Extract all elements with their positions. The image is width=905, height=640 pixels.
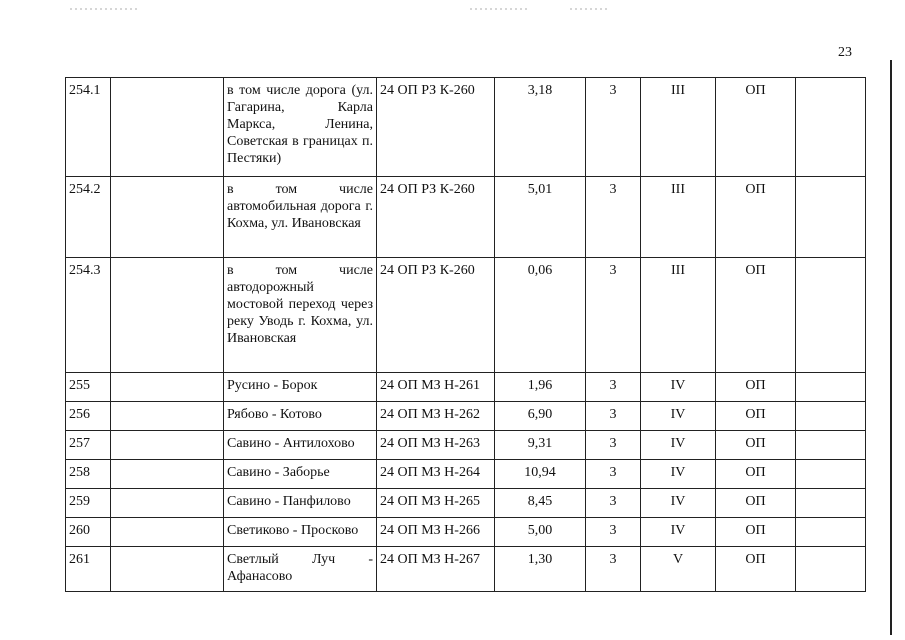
road-code: 24 ОП РЗ К-260 [377, 78, 495, 177]
road-class: IV [641, 373, 716, 402]
road-significance: ОП [716, 460, 796, 489]
road-code: 24 ОП МЗ Н-265 [377, 489, 495, 518]
roads-table [65, 77, 866, 592]
scan-noise-top-right [570, 8, 610, 10]
road-category: 3 [586, 177, 641, 258]
table-row [66, 373, 866, 402]
road-name: Русино - Борок [224, 373, 377, 402]
road-name: в том числе автомобильная дорога г. Кохма, ул. Ивановская [224, 177, 377, 258]
road-length: 10,94 [495, 460, 586, 489]
road-length: 1,96 [495, 373, 586, 402]
road-category: 3 [586, 431, 641, 460]
row-number: 259 [66, 489, 111, 518]
row-number: 257 [66, 431, 111, 460]
road-category: 3 [586, 402, 641, 431]
road-length: 9,31 [495, 431, 586, 460]
row-owner [111, 460, 224, 489]
road-code: 24 ОП МЗ Н-261 [377, 373, 495, 402]
row-owner [111, 177, 224, 258]
road-name: Савино - Панфилово [224, 489, 377, 518]
scan-noise-top-left [70, 8, 140, 10]
road-name: в том числе дорога (ул. Гагарина, Карла Маркса, Ленина, Советская в границах п. Пестяки) [224, 78, 377, 177]
road-class: V [641, 547, 716, 592]
road-code: 24 ОП МЗ Н-263 [377, 431, 495, 460]
row-extra [796, 460, 866, 489]
road-category: 3 [586, 258, 641, 373]
road-code: 24 ОП МЗ Н-267 [377, 547, 495, 592]
road-class: IV [641, 431, 716, 460]
table-row [66, 177, 866, 258]
row-extra [796, 431, 866, 460]
road-length: 1,30 [495, 547, 586, 592]
road-class: III [641, 78, 716, 177]
road-category: 3 [586, 373, 641, 402]
road-code: 24 ОП МЗ Н-266 [377, 518, 495, 547]
road-name: Светиково - Просково [224, 518, 377, 547]
table-body [66, 78, 866, 592]
table-row [66, 402, 866, 431]
table-row [66, 518, 866, 547]
road-name: Светлый Луч - Афанасово [224, 547, 377, 592]
row-number: 254.3 [66, 258, 111, 373]
road-name: Савино - Заборье [224, 460, 377, 489]
road-significance: ОП [716, 547, 796, 592]
road-category: 3 [586, 518, 641, 547]
road-category: 3 [586, 78, 641, 177]
row-owner [111, 547, 224, 592]
table-row [66, 258, 866, 373]
road-category: 3 [586, 489, 641, 518]
road-significance: ОП [716, 402, 796, 431]
road-code: 24 ОП МЗ Н-264 [377, 460, 495, 489]
road-code: 24 ОП РЗ К-260 [377, 258, 495, 373]
road-significance: ОП [716, 258, 796, 373]
road-class: IV [641, 460, 716, 489]
road-code: 24 ОП РЗ К-260 [377, 177, 495, 258]
row-owner [111, 373, 224, 402]
table-row [66, 460, 866, 489]
row-owner [111, 431, 224, 460]
road-category: 3 [586, 547, 641, 592]
road-length: 5,01 [495, 177, 586, 258]
road-class: IV [641, 518, 716, 547]
road-length: 3,18 [495, 78, 586, 177]
row-extra [796, 373, 866, 402]
road-category: 3 [586, 460, 641, 489]
road-code: 24 ОП МЗ Н-262 [377, 402, 495, 431]
row-number: 256 [66, 402, 111, 431]
row-extra [796, 518, 866, 547]
row-owner [111, 402, 224, 431]
road-significance: ОП [716, 489, 796, 518]
road-significance: ОП [716, 373, 796, 402]
road-significance: ОП [716, 78, 796, 177]
road-significance: ОП [716, 518, 796, 547]
table-row [66, 547, 866, 592]
row-extra [796, 258, 866, 373]
row-owner [111, 78, 224, 177]
table-row [66, 431, 866, 460]
row-extra [796, 402, 866, 431]
row-extra [796, 489, 866, 518]
row-owner [111, 489, 224, 518]
row-number: 260 [66, 518, 111, 547]
road-length: 6,90 [495, 402, 586, 431]
road-name: Савино - Антилохово [224, 431, 377, 460]
page-number: 23 [838, 45, 852, 60]
road-length: 0,06 [495, 258, 586, 373]
road-class: IV [641, 402, 716, 431]
road-name: Рябово - Котово [224, 402, 377, 431]
road-length: 8,45 [495, 489, 586, 518]
road-class: III [641, 258, 716, 373]
table-row [66, 78, 866, 177]
row-extra [796, 547, 866, 592]
road-class: IV [641, 489, 716, 518]
row-extra [796, 177, 866, 258]
table-row [66, 489, 866, 518]
row-extra [796, 78, 866, 177]
road-significance: ОП [716, 177, 796, 258]
row-owner [111, 518, 224, 547]
row-number: 255 [66, 373, 111, 402]
road-length: 5,00 [495, 518, 586, 547]
road-name: в том числе автодорожный мостовой переход через реку Уводь г. Кохма, ул. Ивановская [224, 258, 377, 373]
row-owner [111, 258, 224, 373]
row-number: 261 [66, 547, 111, 592]
right-margin-rule [890, 60, 892, 635]
road-significance: ОП [716, 431, 796, 460]
row-number: 254.2 [66, 177, 111, 258]
scan-noise-top-middle [470, 8, 530, 10]
row-number: 254.1 [66, 78, 111, 177]
road-class: III [641, 177, 716, 258]
row-number: 258 [66, 460, 111, 489]
